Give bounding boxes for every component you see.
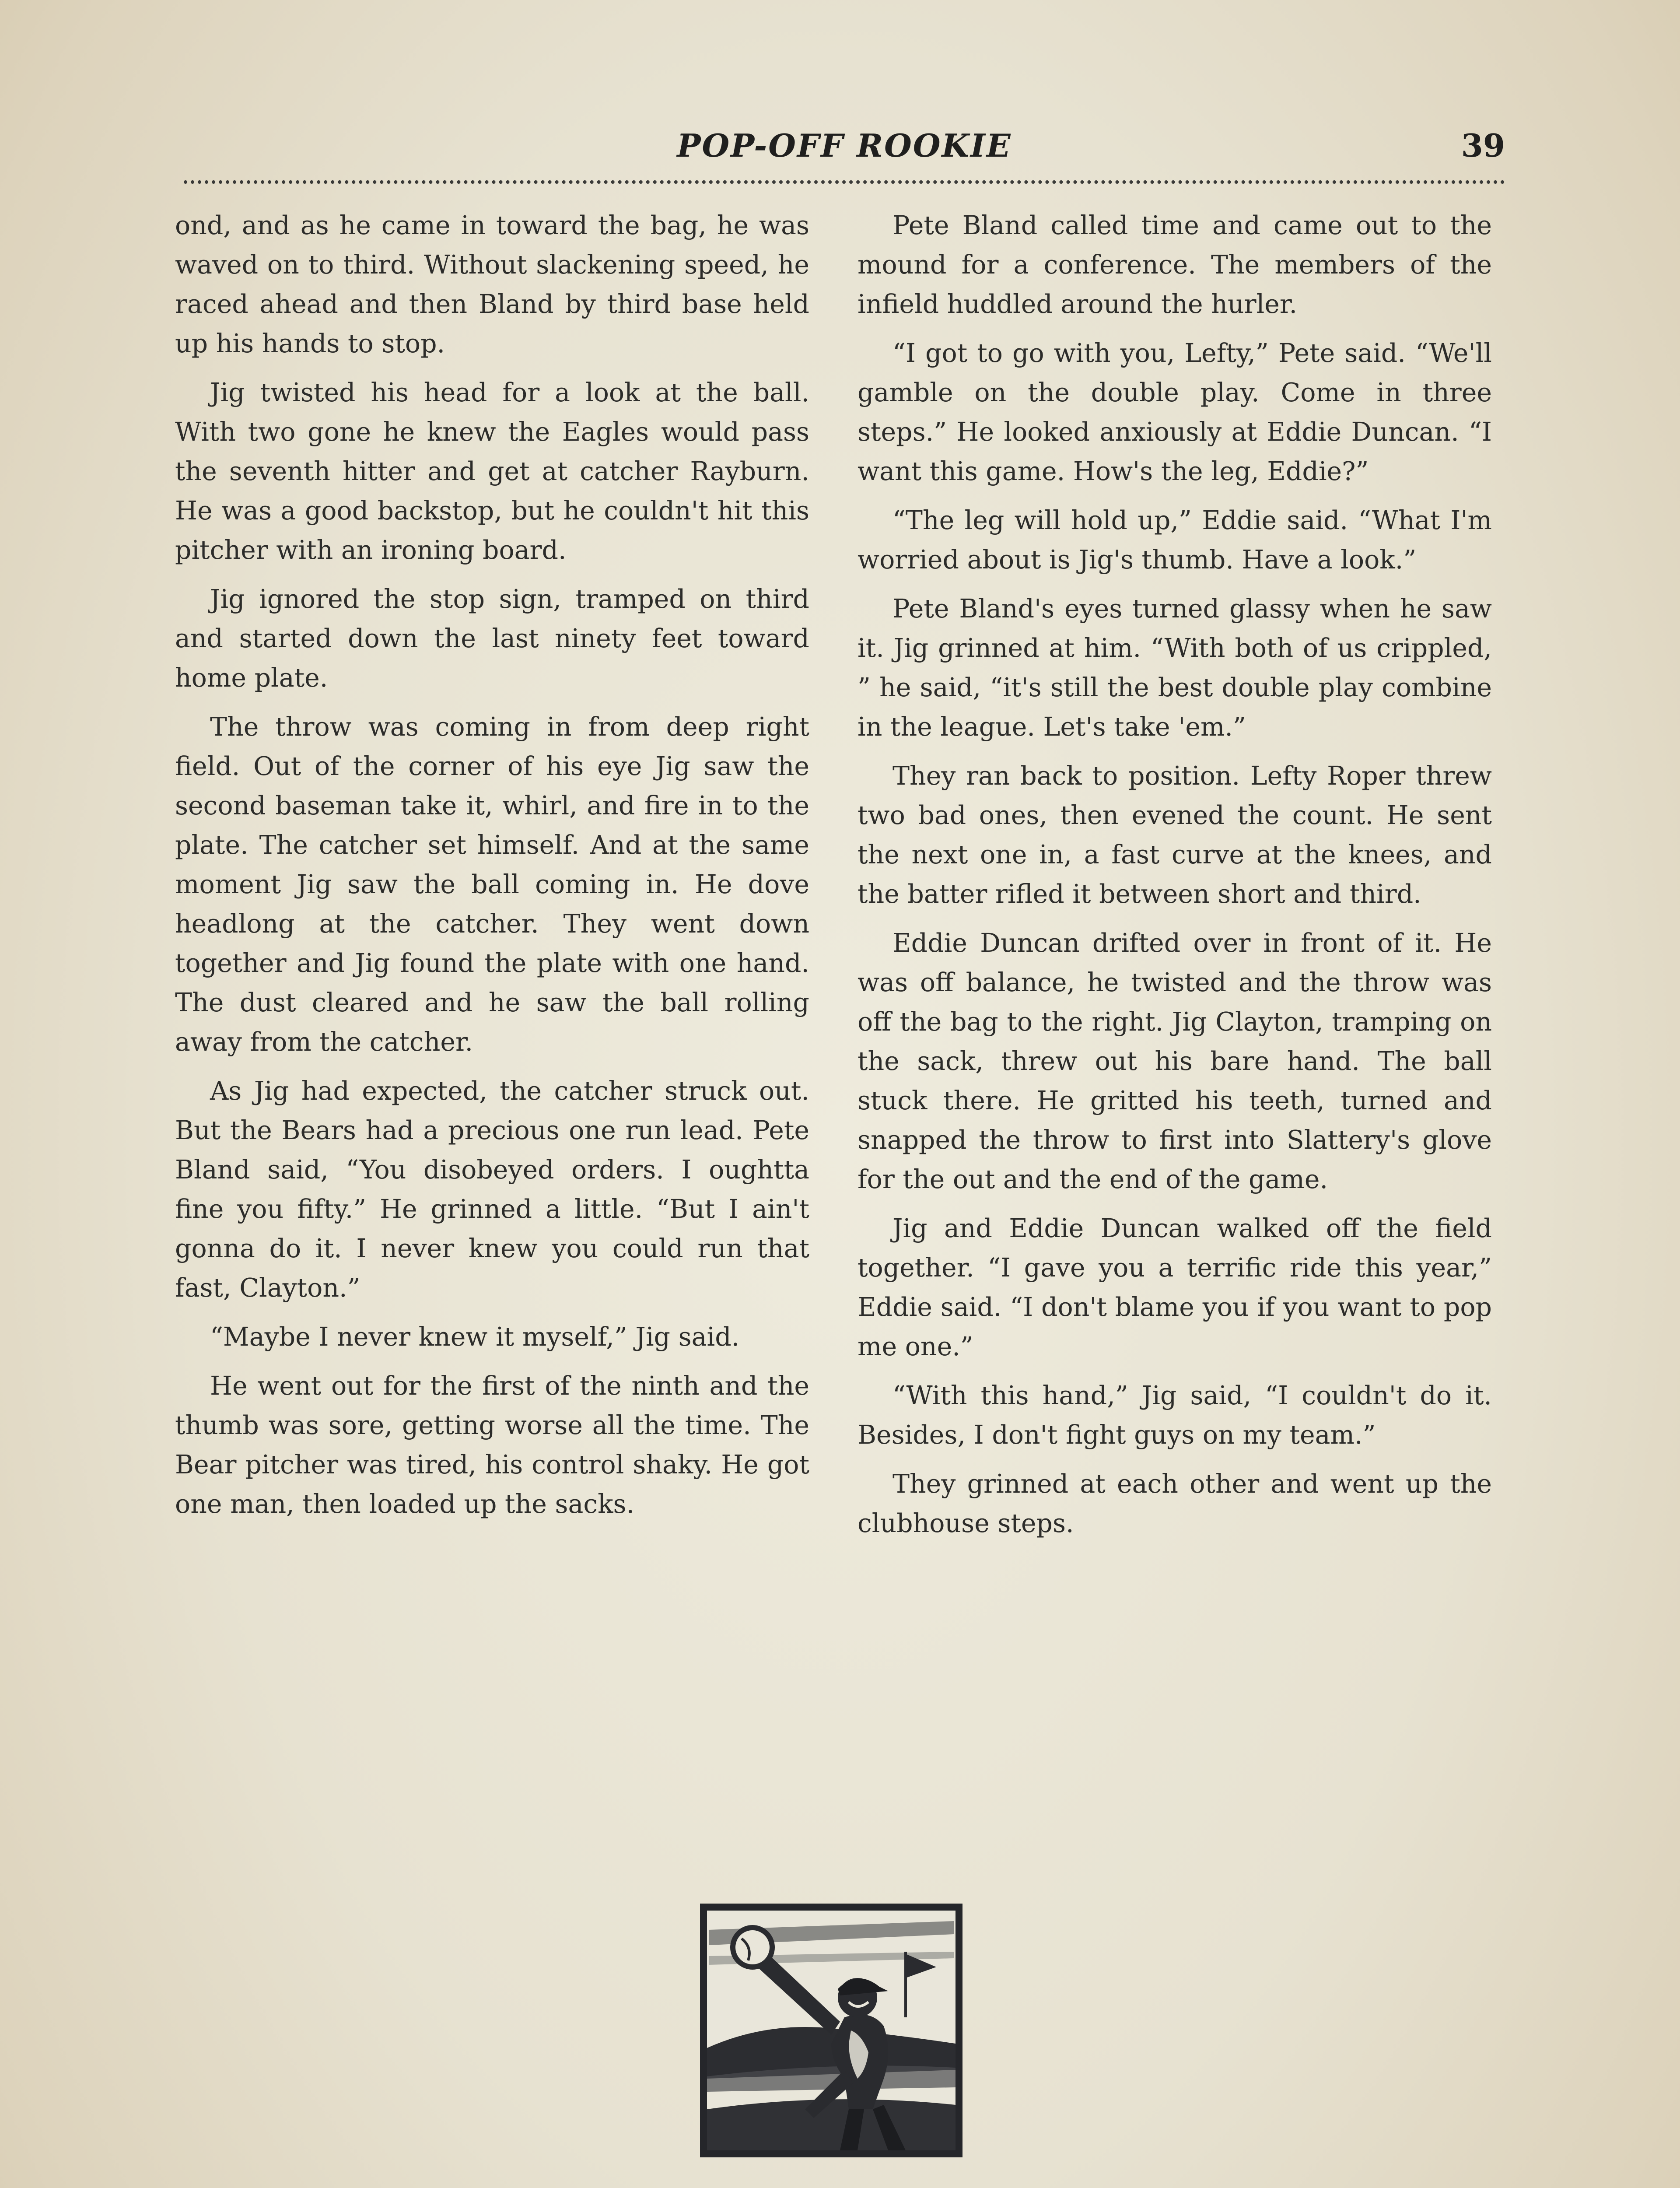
paragraph: “I got to go with you, Lefty,” Pete said. “We'll gamble on the double play. Come in three steps.” He looked anxiously at Eddie Duncan. “I want this game. How's the leg, Eddie?” (858, 338, 1492, 486)
paragraph: He went out for the first of the ninth and the thumb was sore, getting worse all the time. The Bear pitcher was tired, his control shaky. He got one man, then loaded up the sacks. (175, 1371, 809, 1519)
paragraph: “The leg will hold up,” Eddie said. “What I'm worried about is Jig's thumb. Have a look.” (858, 505, 1492, 575)
right-column (858, 206, 1492, 1553)
paragraph: As Jig had expected, the catcher struck out. But the Bears had a precious one run lead. Pete Bland said, “You disobeyed orders. I oughtta fine you fifty.” He grinned a little. “But I ain't gonna do it. I never knew you could run that fast, Clayton.” (175, 1076, 809, 1303)
left-column (175, 206, 809, 1533)
header-rule (184, 180, 1505, 184)
paragraph: They grinned at each other and went up the clubhouse steps. (858, 1469, 1492, 1538)
running-head (184, 127, 1505, 175)
paragraph: Jig twisted his head for a look at the ball. With two gone he knew the Eagles would pass the seventh hitter and get at catcher Rayburn. He was a good backstop, but he couldn't hit this pitcher with an ironing board. (175, 378, 809, 565)
paragraph: Pete Bland called time and came out to the mound for a conference. The members of the infield huddled around the hurler. (858, 210, 1492, 319)
paragraph: Pete Bland's eyes turned glassy when he saw it. Jig grinned at him. “With both of us crippled, ” he said, “it's still the best double play combine in the league. Let's take 'em.” (858, 594, 1492, 742)
paragraph: Eddie Duncan drifted over in front of it. He was off balance, he twisted and the throw was off the bag to the right. Jig Clayton, tramping on the sack, threw out his bare hand. The ball stuck there. He gritted his teeth, turned and snapped the throw to first into Slattery's glove for the out and the end of the game. (858, 928, 1492, 1194)
paragraph: The throw was coming in from deep right field. Out of the corner of his eye Jig saw the second baseman take it, whirl, and fire in to the plate. The catcher set himself. And at the same moment Jig saw the ball coming in. He dove headlong at the catcher. They went down together and Jig found the plate with one hand. The dust cleared and he saw the ball rolling away from the catcher. (175, 712, 809, 1057)
paragraph: ond, and as he came in toward the bag, he was waved on to third. Without slackening speed, he raced ahead and then Bland by third base held up his hands to stop. (175, 210, 809, 358)
page-number: 39 (1461, 127, 1505, 164)
paragraph: Jig and Eddie Duncan walked off the field together. “I gave you a terrific ride this year,” Eddie said. “I don't blame you if you want to pop me one.” (858, 1213, 1492, 1361)
paragraph: “Maybe I never knew it myself,” Jig said. (210, 1322, 740, 1352)
paragraph: They ran back to position. Lefty Roper threw two bad ones, then evened the count. He sent the next one in, a fast curve at the knees, and the batter rifled it between short and third. (858, 761, 1492, 909)
running-title: POP-OFF ROOKIE (677, 127, 1012, 164)
paragraph: Jig ignored the stop sign, tramped on third and started down the last ninety feet toward home plate. (175, 584, 809, 693)
paragraph: “With this hand,” Jig said, “I couldn't do it. Besides, I don't fight guys on my team.” (858, 1381, 1492, 1450)
ballplayer-illustration-icon (700, 1904, 962, 2157)
